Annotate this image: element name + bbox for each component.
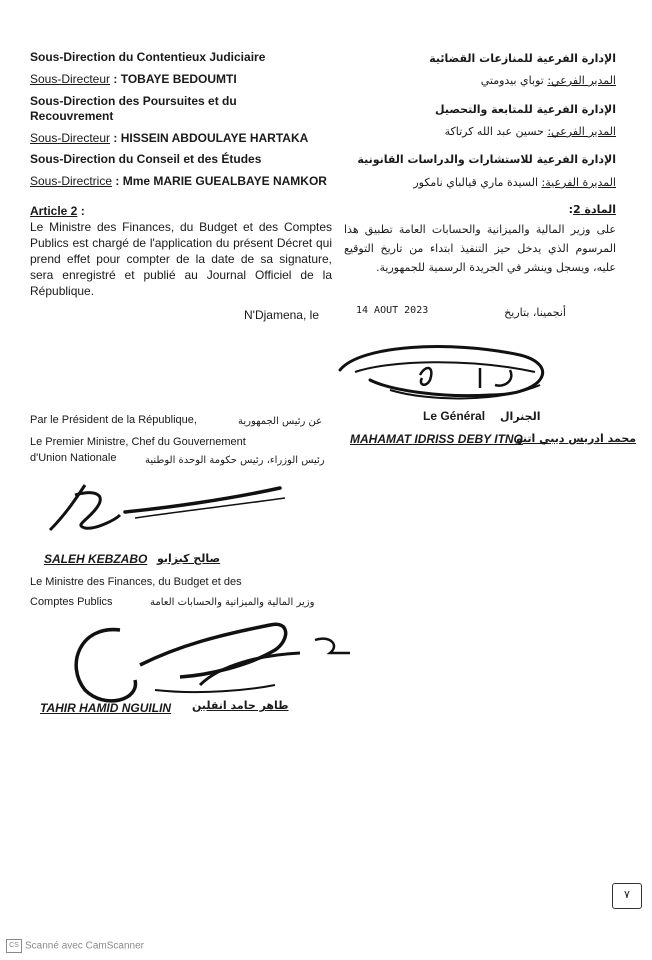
sous-directeur-label: Sous-Directeur: [30, 131, 111, 145]
pm-name-ar: صالح كبزابو: [157, 552, 221, 565]
article-heading-fr: [30, 204, 85, 218]
pm-title-fr-1: Le Premier Ministre, Chef du Gouvernement: [30, 436, 246, 448]
director-label-ar: المدير الفرعي:: [547, 125, 616, 138]
sous-directeur-name: : HISSEIN ABDOULAYE HARTAKA: [113, 131, 309, 145]
camscanner-logo-icon: CS: [6, 939, 22, 953]
article-colon-ar: :: [568, 203, 573, 216]
director-line-ar-3: [413, 176, 616, 189]
sous-directeur-line-1: [30, 72, 237, 86]
sous-directrice-name: : Mme MARIE GUEALBAYE NAMKOR: [115, 174, 327, 188]
par-le-president-fr: Par le Président de la République,: [30, 414, 197, 426]
president-name-fr: MAHAMAT IDRISS DEBY ITNO: [350, 432, 523, 446]
finance-name-ar: طاهر حامد انقلين: [192, 699, 289, 712]
director-name-ar: توباي بيدومتي: [480, 74, 544, 87]
director-name-ar: حسين عبد الله كرتاكة: [444, 125, 544, 138]
camscanner-footer: [6, 939, 144, 953]
article-title-ar: المادة 2: [572, 203, 616, 216]
article-text-fr: Le Ministre des Finances, du Budget et des Comptes Publics est chargé de l'application du présent Décret qui prend effet pour compter de la date de sa signature, sera enregistré et publié au Journal Officiel de la République.: [30, 220, 332, 298]
director-label-ar: المديرة الفرعية:: [541, 176, 616, 189]
poursuites-title-line-2: Recouvrement: [30, 109, 114, 123]
conseil-title-fr: Sous-Direction du Conseil et des Études: [30, 152, 262, 166]
date-place-fr: N'Djamena, le: [244, 308, 319, 322]
pm-title-ar: رئيس الوزراء، رئيس حكومة الوحدة الوطنية: [145, 455, 325, 466]
page-number: ٧: [612, 883, 642, 909]
general-title-ar: الجنرال: [500, 410, 541, 423]
finance-title-ar: وزير المالية والميزانية والحسابات العامة: [150, 597, 315, 608]
date-place-ar: أنجمينا، بتاريخ: [504, 306, 566, 319]
pm-name-fr: SALEH KEBZABO: [44, 552, 148, 566]
article-heading-ar: [569, 203, 616, 216]
conseil-title-ar: الإدارة الفرعية للاستشارات والدراسات القانونية: [357, 153, 616, 166]
sous-directeur-label: Sous-Directeur: [30, 72, 111, 86]
article-title-fr: Article 2: [30, 204, 78, 218]
sous-directrice-line: [30, 174, 327, 188]
director-line-ar-1: [481, 74, 616, 87]
contentieux-title-fr: Sous-Direction du Contentieux Judiciaire: [30, 50, 266, 64]
director-line-ar-2: [445, 125, 616, 138]
finance-title-fr-2: Comptes Publics: [30, 596, 113, 608]
pm-title-fr-2: d'Union Nationale: [30, 452, 117, 464]
sous-directrice-label: Sous-Directrice: [30, 174, 113, 188]
article-text-ar: على وزير المالية والميزانية والحسابات العامة تطبيق هذا المرسوم الذي يدخل حيز التنفيذ ابتداء من تاريخ التوقيع عليه، ويسجل وينشر في الجريدة الرسمية للجمهورية.: [344, 223, 616, 274]
director-label-ar: المدير الفرعي:: [547, 74, 616, 87]
article-colon: :: [77, 204, 85, 218]
general-title-fr: Le Général: [423, 409, 486, 423]
camscanner-text: Scanné avec CamScanner: [25, 940, 144, 952]
date-stamp: 14 AOUT 2023: [356, 305, 429, 316]
finance-name-fr: TAHIR HAMID NGUILIN: [40, 701, 172, 715]
contentieux-title-ar: الإدارة الفرعية للمنازعات القضائية: [429, 52, 616, 65]
par-le-president-ar: عن رئيس الجمهورية: [238, 416, 323, 427]
poursuites-title-line-1: Sous-Direction des Poursuites et du: [30, 94, 237, 108]
sous-directeur-name: : TOBAYE BEDOUMTI: [113, 72, 237, 86]
finance-title-fr-1: Le Ministre des Finances, du Budget et des: [30, 576, 242, 588]
director-name-ar: السيدة ماري قيالباي نامكور: [413, 176, 539, 189]
pm-signature: [35, 470, 295, 540]
poursuites-title-ar: الإدارة الفرعية للمتابعة والتحصيل: [435, 103, 616, 116]
sous-directeur-line-2: [30, 131, 308, 145]
president-name-ar: محمد ادريس ديبي اتنو: [516, 432, 637, 445]
president-signature: [330, 340, 560, 410]
